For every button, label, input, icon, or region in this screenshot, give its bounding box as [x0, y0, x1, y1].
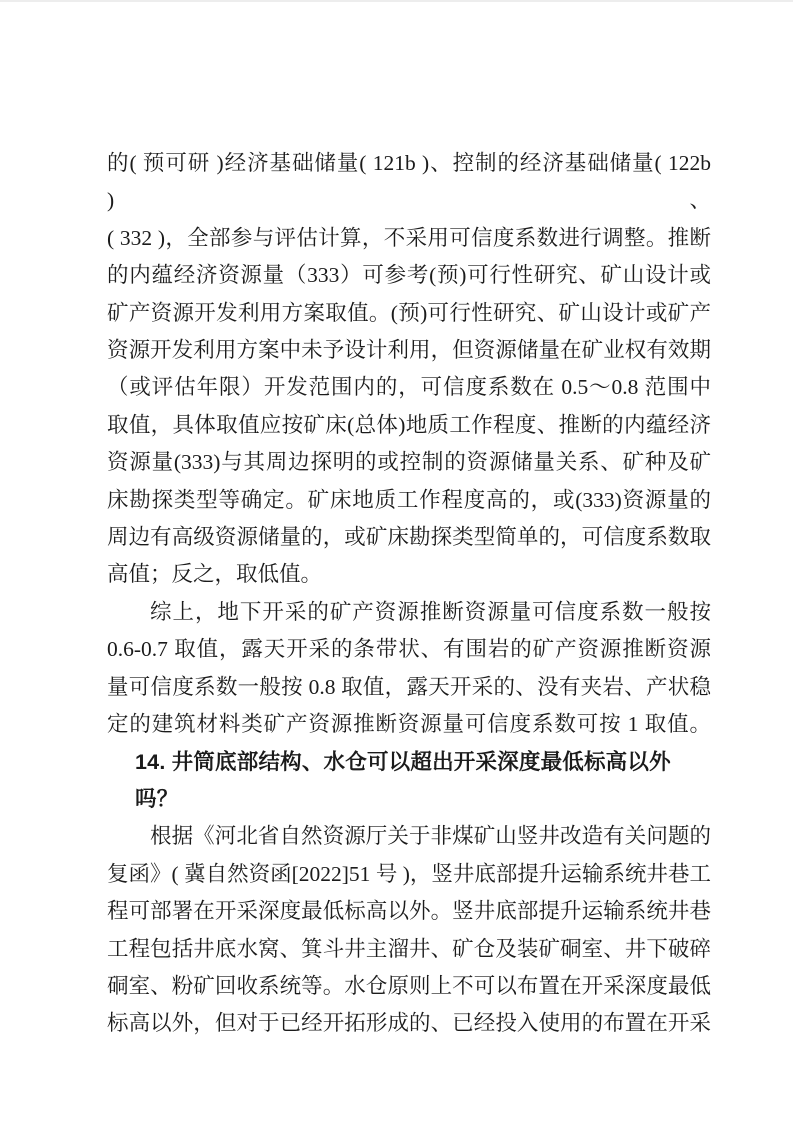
- text-block: [107, 145, 711, 1043]
- text-line: 矿产资源开发利用方案取值。(预)可行性研究、矿山设计或矿产: [107, 300, 711, 325]
- text-line: 硐室、粉矿回收系统等。水仓原则上不可以布置在开采深度最低: [107, 973, 711, 998]
- text-line: 的( 预可研 )经济基础储量( 121b )、控制的经济基础储量( 122b )、: [107, 151, 711, 213]
- text-line: 程可部署在开采深度最低标高以外。竖井底部提升运输系统井巷: [107, 899, 711, 924]
- text-line: 的内蕴经济资源量（333）可参考(预)可行性研究、矿山设计或: [107, 263, 711, 288]
- text-line: 床勘探类型等确定。矿床地质工作程度高的，或(333)资源量的: [107, 487, 711, 512]
- text-line: 综上，地下开采的矿产资源推断资源量可信度系数一般按: [150, 599, 711, 624]
- text-line: 定的建筑材料类矿产资源推断资源量可信度系数可按 1 取值。: [107, 712, 711, 737]
- text-line: 取值，具体取值应按矿床(总体)地质工作程度、推断的内蕴经济: [107, 412, 711, 437]
- text-line: 复函》( 冀自然资函[2022]51 号 )，竖井底部提升运输系统井巷工: [107, 861, 711, 886]
- section-heading: 14. 井筒底部结构、水仓可以超出开采深度最低标高以外吗？: [135, 749, 671, 811]
- text-line: 根据《河北省自然资源厅关于非煤矿山竖井改造有关问题的: [150, 824, 711, 849]
- text-line: 资源开发利用方案中未予设计利用，但资源储量在矿业权有效期: [107, 338, 711, 363]
- text-line: 标高以外，但对于已经开拓形成的、已经投入使用的布置在开采: [107, 1011, 711, 1036]
- text-line: 工程包括井底水窝、箕斗井主溜井、矿仓及装矿硐室、井下破碎: [107, 936, 711, 961]
- text-line: 0.6-0.7 取值，露天开采的条带状、有围岩的矿产资源推断资源: [107, 637, 711, 662]
- text-line: 资源量(333)与其周边探明的或控制的资源储量关系、矿种及矿: [107, 450, 711, 475]
- text-line: 高值；反之，取低值。: [107, 562, 323, 587]
- text-line: （或评估年限）开发范围内的，可信度系数在 0.5～0.8 范围中: [107, 375, 711, 400]
- text-line: 周边有高级资源储量的，或矿床勘探类型简单的，可信度系数取: [107, 525, 711, 550]
- text-line: 量可信度系数一般按 0.8 取值，露天开采的、没有夹岩、产状稳: [107, 674, 711, 699]
- text-line: ( 332 )，全部参与评估计算，不采用可信度系数进行调整。推断: [107, 225, 711, 250]
